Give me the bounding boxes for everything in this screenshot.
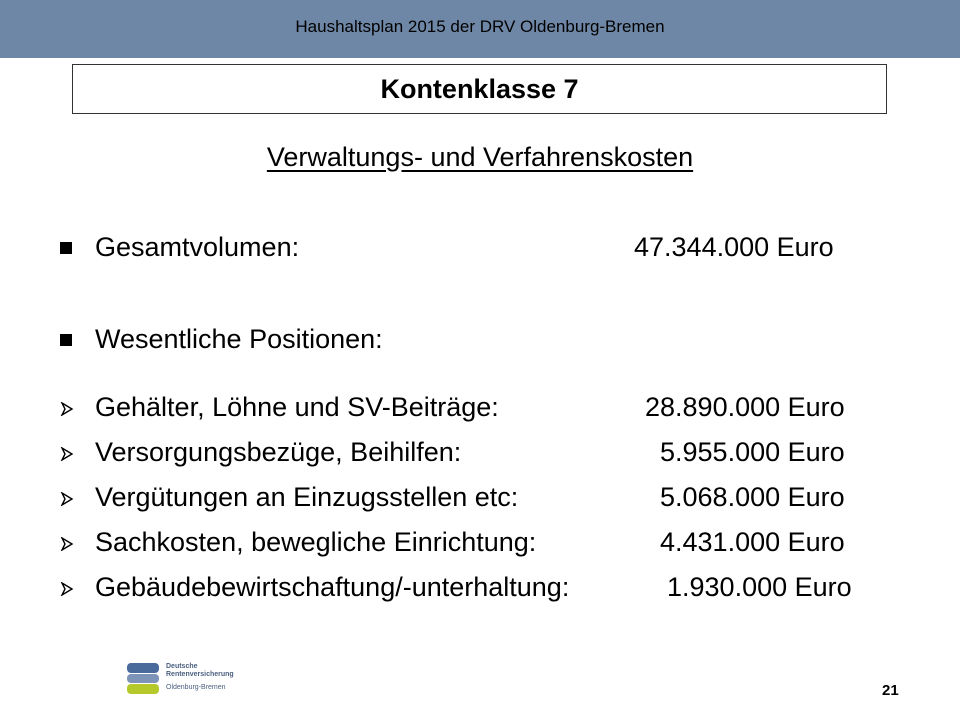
logo-line2: Rentenversicherung [166, 671, 234, 678]
logo-line1: Deutsche [166, 663, 198, 670]
positions-heading: Wesentliche Positionen: [95, 324, 383, 354]
total-value: 47.344.000 Euro [634, 232, 834, 262]
position-value: 28.890.000 Euro [645, 392, 845, 422]
total-label: Gesamtvolumen: [95, 232, 300, 262]
position-label: Versorgungsbezüge, Beihilfen: [95, 437, 462, 467]
arrow-bullet-icon [60, 582, 74, 596]
arrow-bullet-icon [60, 492, 74, 506]
arrow-bullet-icon [60, 537, 74, 551]
position-value: 4.431.000 Euro [660, 527, 845, 557]
square-bullet-icon [60, 334, 72, 346]
position-value: 5.955.000 Euro [660, 437, 845, 467]
position-label: Gebäudebewirtschaftung/-unterhaltung: [95, 572, 570, 602]
logo-line3: Oldenburg-Bremen [166, 684, 226, 691]
drv-logo-icon [126, 662, 160, 696]
slide-subtitle: Verwaltungs- und Verfahrenskosten [266, 142, 694, 172]
header-title: Haushaltsplan 2015 der DRV Oldenburg-Bremen [295, 17, 665, 36]
drv-logo [126, 660, 266, 700]
position-value: 1.930.000 Euro [667, 572, 852, 602]
arrow-bullet-icon [60, 402, 74, 416]
arrow-bullet-icon [60, 447, 74, 461]
position-label: Vergütungen an Einzugsstellen etc: [95, 482, 519, 512]
position-value: 5.068.000 Euro [660, 482, 845, 512]
square-bullet-icon [60, 242, 72, 254]
slide-title: Kontenklasse 7 [72, 64, 887, 114]
header-bar [0, 0, 960, 58]
page-number: 21 [882, 682, 899, 699]
position-label: Sachkosten, bewegliche Einrichtung: [95, 527, 537, 557]
position-label: Gehälter, Löhne und SV-Beiträge: [95, 392, 499, 422]
